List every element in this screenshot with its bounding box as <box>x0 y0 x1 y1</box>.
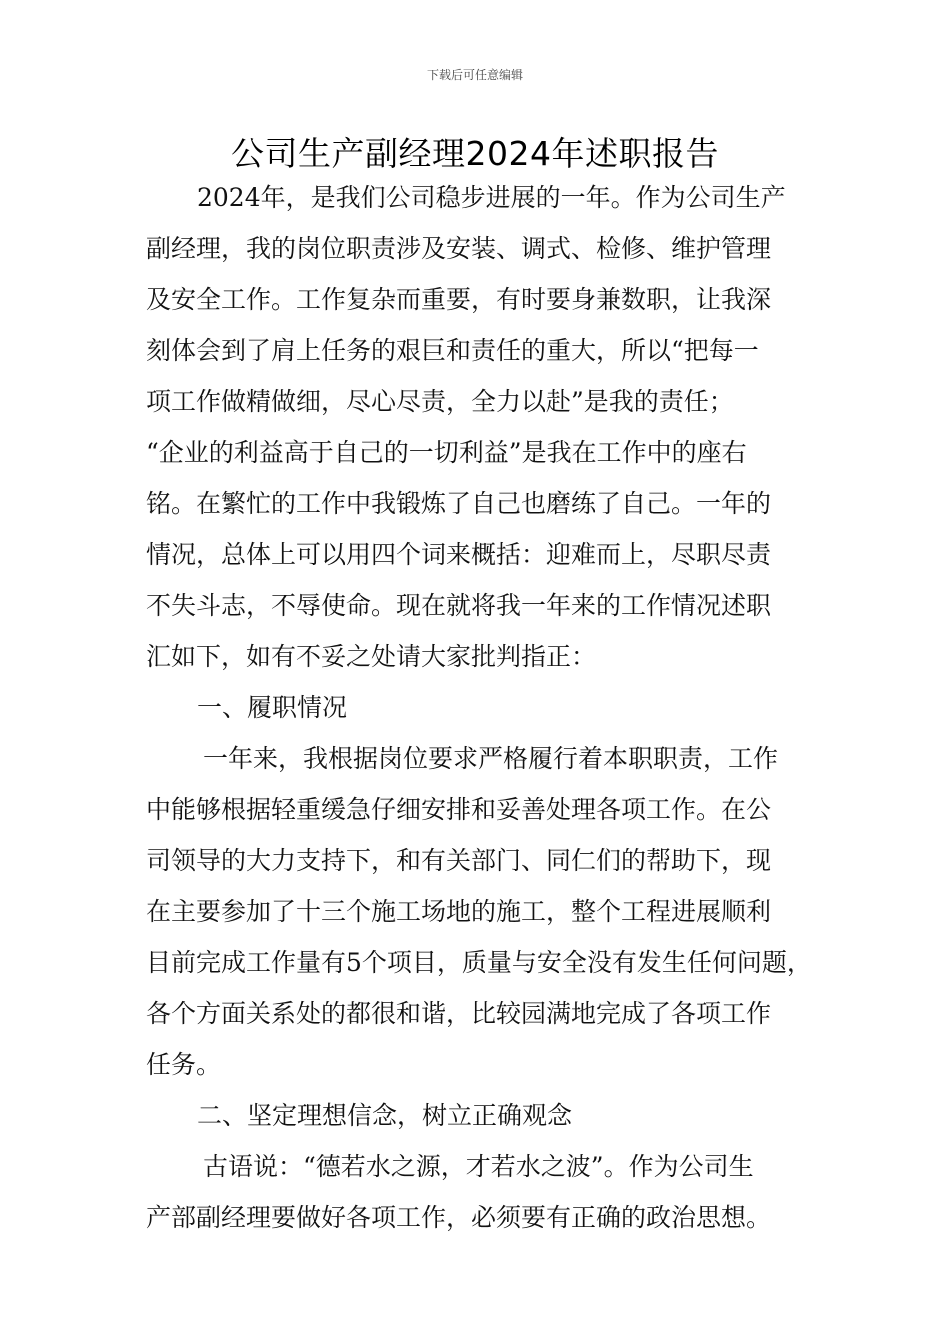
paragraph-line: 各个方面关系处的都很和谐，比较园满地完成了各项工作 <box>146 999 772 1028</box>
section-heading: 一、履职情况 <box>197 693 348 722</box>
paragraph-line: 及安全工作。工作复杂而重要，有时要身兼数职，让我深 <box>146 285 772 314</box>
section-heading: 二、坚定理想信念，树立正确观念 <box>197 1101 573 1130</box>
paragraph-line: 副经理，我的岗位职责涉及安装、调式、检修、维护管理 <box>146 234 772 263</box>
paragraph-line: 项工作做精做细，尽心尽责，全力以赴”是我的责任； <box>146 387 734 416</box>
paragraph-line: 任务。 <box>146 1050 222 1079</box>
paragraph-line: 司领导的大力支持下，和有关部门、同仁们的帮助下，现 <box>146 846 772 875</box>
paragraph-line: 汇如下，如有不妥之处请大家批判指正： <box>146 642 597 671</box>
paragraph-line: 目前完成工作量有5个项目，质量与安全没有发生任何问题， <box>146 948 812 977</box>
paragraph-line: 古语说：“德若水之源，才若水之波”。作为公司生 <box>203 1152 754 1181</box>
paragraph-line: “企业的利益高于自己的一切利益”是我在工作中的座右 <box>146 438 747 467</box>
paragraph-line: 中能够根据轻重缓急仔细安排和妥善处理各项工作。在公 <box>146 795 772 824</box>
document-title: 公司生产副经理2024年述职报告 <box>231 134 719 173</box>
paragraph-line: 在主要参加了十三个施工场地的施工，整个工程进展顺利 <box>146 897 772 926</box>
paragraph-line: 情况，总体上可以用四个词来概括：迎难而上，尽职尽责 <box>146 540 772 569</box>
paragraph-line: 刻体会到了肩上任务的艰巨和责任的重大，所以“把每一 <box>146 336 759 365</box>
paragraph-line: 铭。在繁忙的工作中我锻炼了自己也磨练了自己。一年的 <box>146 489 772 518</box>
header-note: 下载后可任意编辑 <box>426 68 523 82</box>
paragraph-line: 一年来，我根据岗位要求严格履行着本职职责，工作 <box>203 744 779 773</box>
paragraph-line: 不失斗志，不辱使命。现在就将我一年来的工作情况述职 <box>146 591 772 620</box>
paragraph-line: 产部副经理要做好各项工作，必须要有正确的政治思想。 <box>146 1203 772 1232</box>
paragraph-line: 2024年，是我们公司稳步进展的一年。作为公司生产 <box>197 183 786 212</box>
